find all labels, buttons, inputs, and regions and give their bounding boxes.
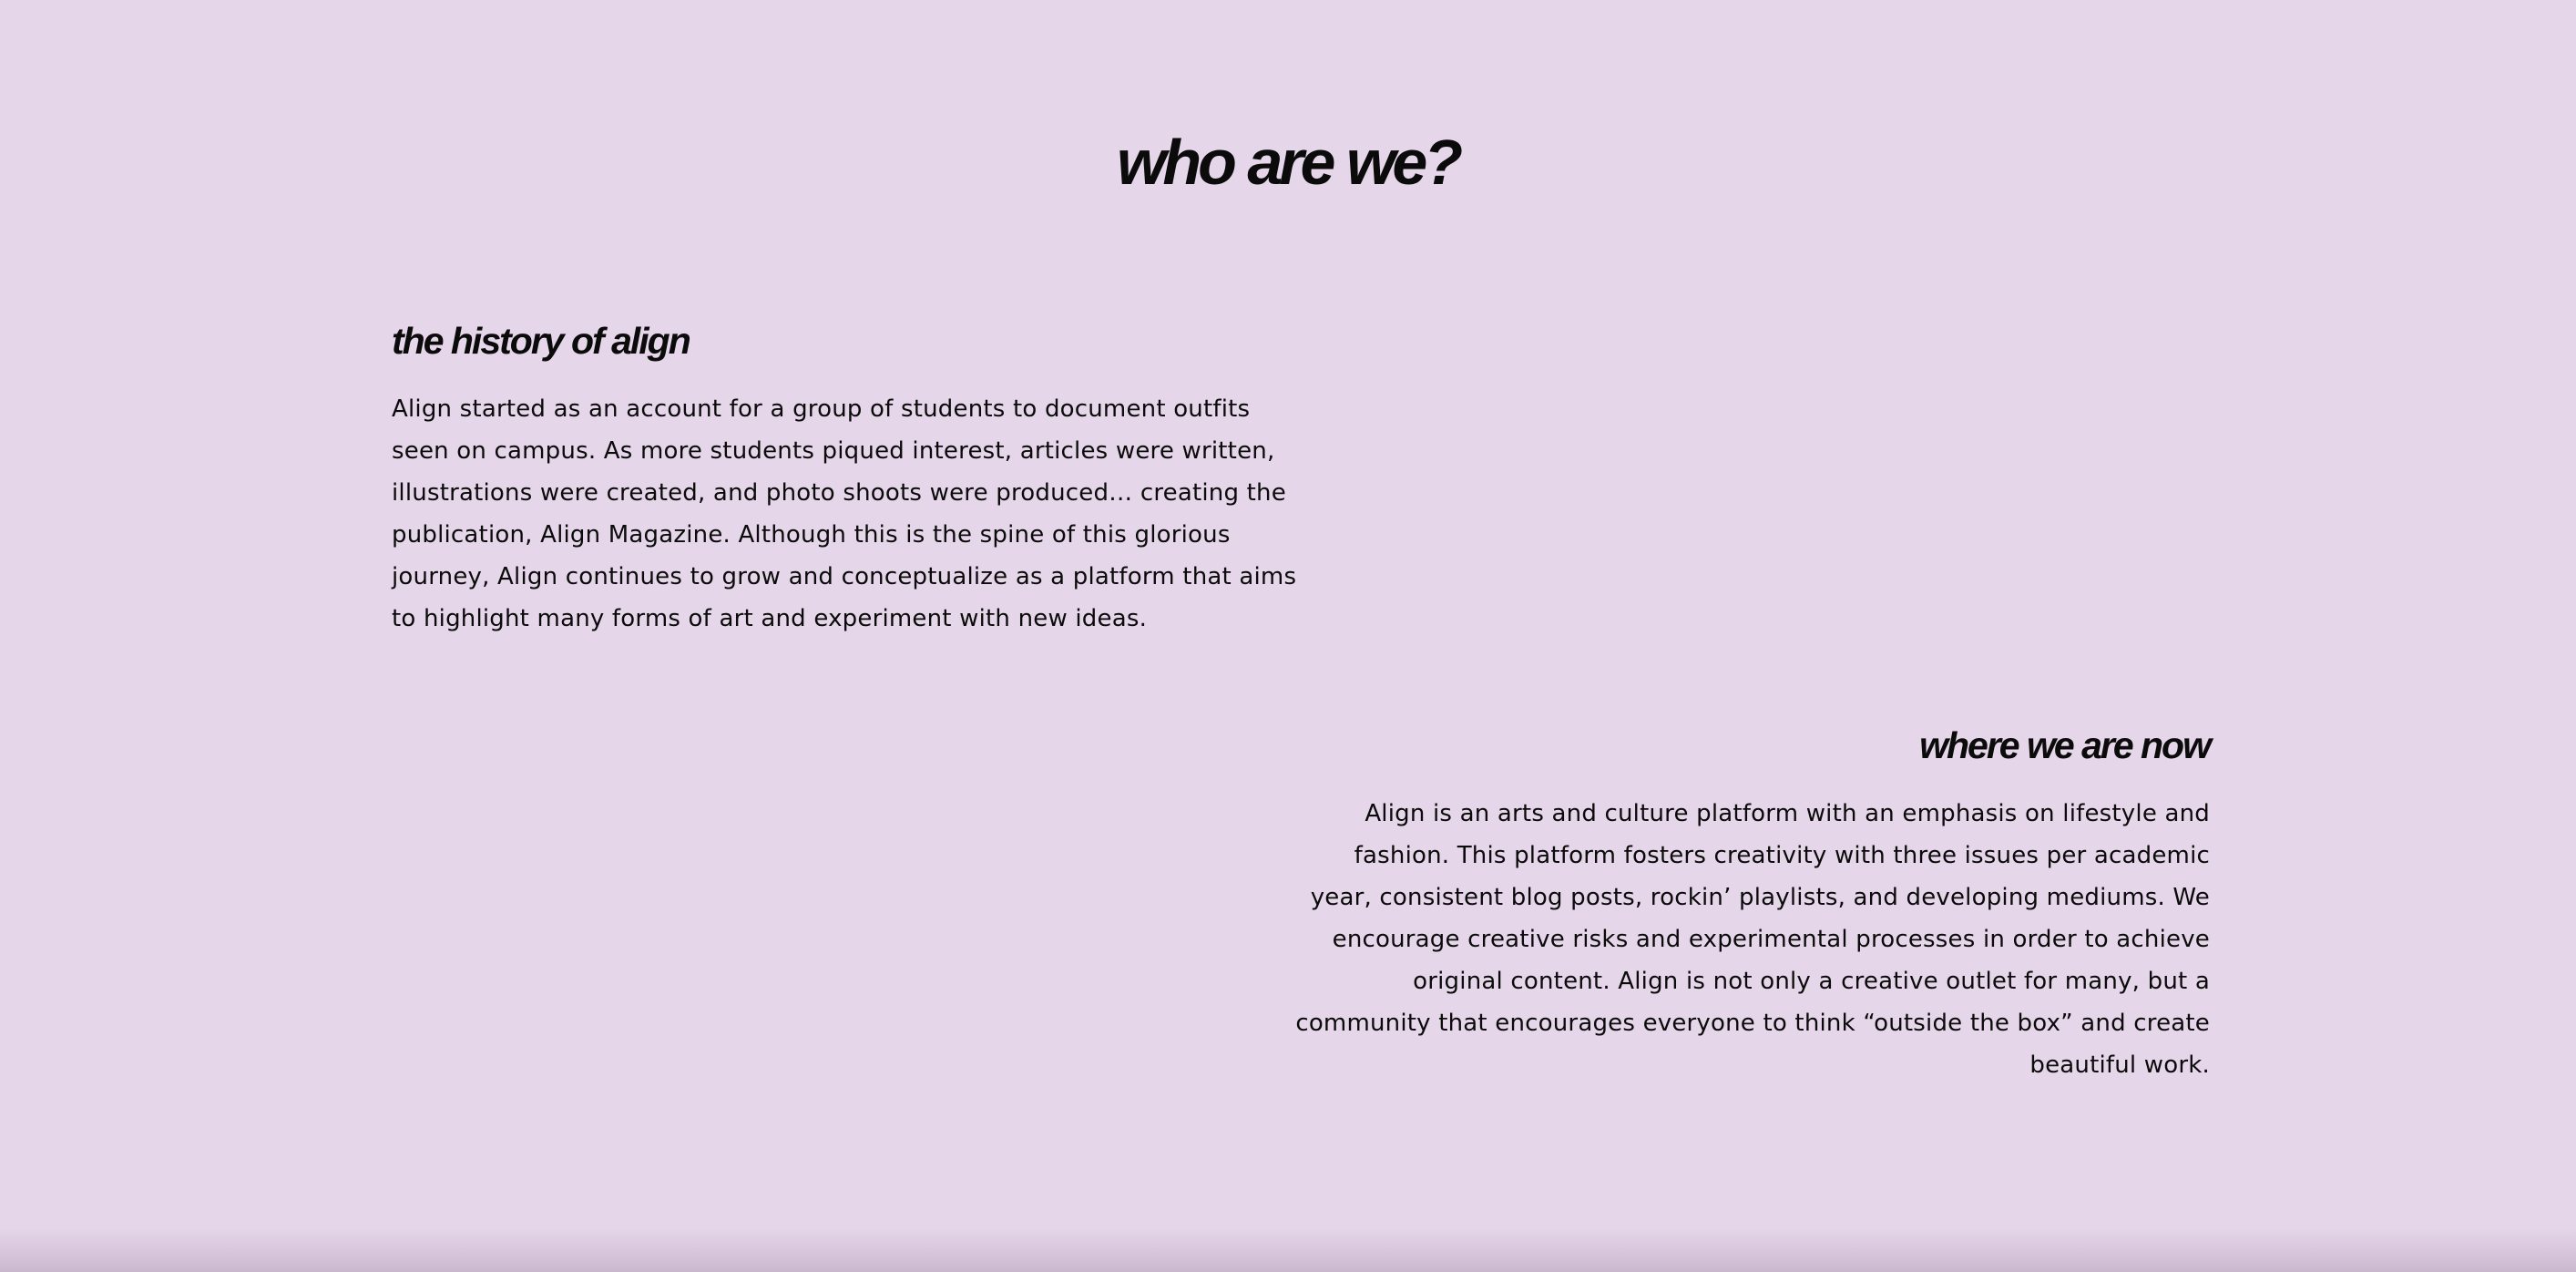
current-heading: where we are now [1919,724,2210,766]
bottom-shadow [0,1228,2576,1272]
current-body: Align is an arts and culture platform with an emphasis on lifestyle and fashion. This platform fosters creativity with three issues per academic year, consistent blog posts, rockin’ playlists, and developing mediums. We encourage creative risks and experimental processes in order to achieve original content. Align is not only a creative outlet for many, but a community that encourages everyone to think “outside the box” and create beautiful work. [1295,800,2210,1079]
history-section [392,317,1303,640]
current-section [1293,722,2210,1086]
history-body: Align started as an account for a group of students to document outfits seen on campus. As more students piqued interest, articles were written, illustrations were created, and photo shoots were produced… creating the publication, Align Magazine. Although this is the spine of this glorious journey, Align continues to grow and conceptualize as a platform that aims to highlight many forms of art and experiment with new ideas. [392,395,1297,632]
history-heading: the history of align [392,320,690,362]
page-title: who are we? [1116,127,1460,198]
